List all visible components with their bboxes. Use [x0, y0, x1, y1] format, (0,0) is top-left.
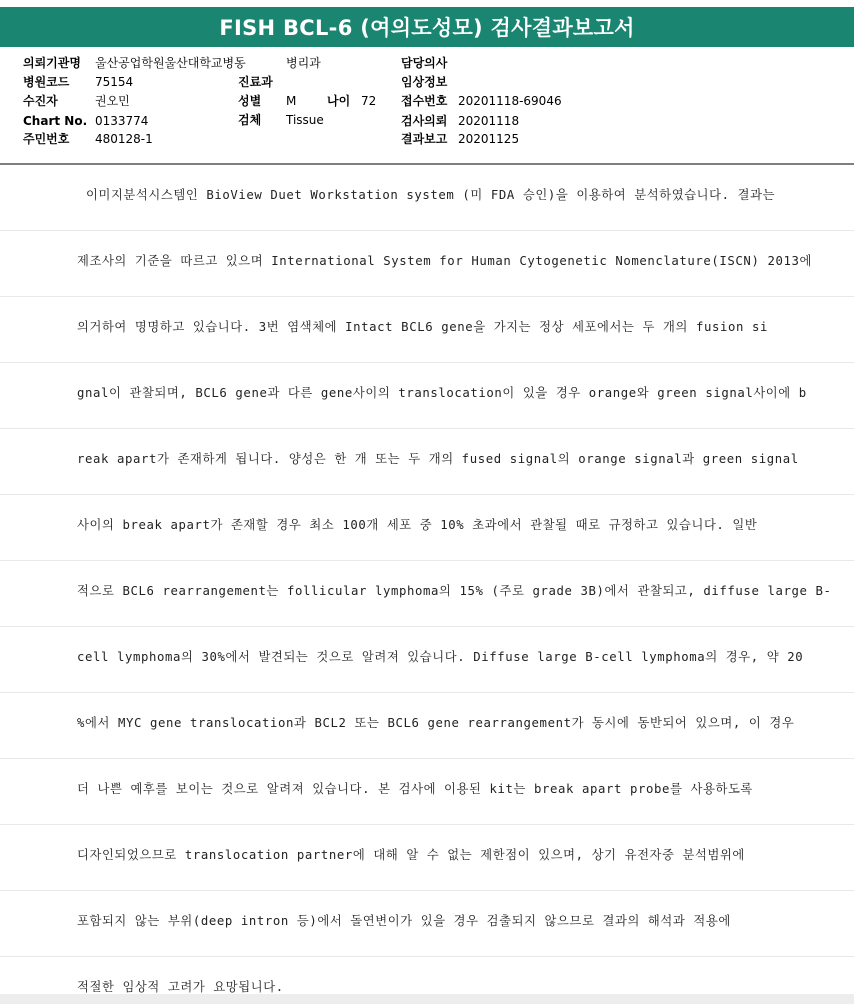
- text-line: 제조사의 기준을 따르고 있으며 International System for Human Cytogenetic Nomenclature(ISCN) 2013에: [0, 231, 854, 297]
- text-line: 사이의 break apart가 존재할 경우 최소 100개 세포 중 10% 초과에서 관찰될 때로 규정하고 있습니다. 일반: [0, 495, 854, 561]
- text-line: 더 나쁜 예후를 보이는 것으로 알려져 있습니다. 본 검사에 이용된 kit는 break apart probe를 사용하도록: [0, 759, 854, 825]
- text-line: cell lymphoma의 30%에서 발견되는 것으로 알려져 있습니다. Diffuse large B-cell lymphoma의 경우, 약 20: [0, 627, 854, 693]
- institution-label: 의뢰기관명: [23, 56, 81, 70]
- id-value: 480128-1: [95, 132, 153, 146]
- patient-info-section: [0, 47, 854, 164]
- report-label: 결과보고: [401, 132, 448, 146]
- request-label: 검사의뢰: [401, 114, 448, 128]
- text-line: 적절한 임상적 고려가 요망됩니다.: [77, 980, 284, 994]
- bottom-strip: [0, 994, 854, 1004]
- text-line: 의거하여 명명하고 있습니다. 3번 염색체에 Intact BCL6 gene을 가지는 정상 세포에서는 두 개의 fusion si: [0, 297, 854, 363]
- text-line: 이미지분석시스템인 BioView Duet Workstation system (미 FDA 승인)을 이용하여 분석하였습니다. 결과는: [0, 165, 854, 231]
- text-line: %에서 MYC gene translocation과 BCL2 또는 BCL6 gene rearrangement가 동시에 동반되어 있으며, 이 경우: [0, 693, 854, 759]
- patient-value: 권오민: [95, 94, 130, 108]
- specimen-label: 검체: [238, 113, 262, 127]
- text-line: gnal이 관찰되며, BCL6 gene과 다른 gene사이의 translocation이 있을 경우 orange와 green signal사이에 b: [0, 363, 854, 429]
- receipt-label: 접수번호: [401, 94, 448, 108]
- report-value: 20201125: [458, 132, 520, 146]
- receipt-value: 20201118-69046: [458, 94, 562, 108]
- sex-value: M: [286, 94, 297, 108]
- chart-label: Chart No.: [23, 114, 88, 128]
- age-label: 나이: [327, 94, 351, 108]
- hospital-code-value: 75154: [95, 75, 134, 89]
- chart-value: 0133774: [95, 114, 149, 128]
- patient-label: 수진자: [23, 94, 58, 108]
- hospital-code-label: 병원코드: [23, 75, 70, 89]
- doctor-label: 담당의사: [401, 56, 448, 70]
- id-label: 주민번호: [23, 132, 70, 146]
- request-value: 20201118: [458, 114, 520, 128]
- text-line: 포함되지 않는 부위(deep intron 등)에서 돌연변이가 있을 경우 검출되지 않으므로 결과의 해석과 적용에: [0, 891, 854, 957]
- clinic-label: 진료과: [238, 75, 273, 89]
- age-value: 72: [361, 94, 377, 108]
- specimen-value: Tissue: [286, 113, 324, 127]
- text-line: reak apart가 존재하게 됩니다. 양성은 한 개 또는 두 개의 fused signal의 orange signal과 green signal: [0, 429, 854, 495]
- sex-label: 성별: [238, 94, 262, 108]
- institution-value: 울산공업학원울산대학교병동: [95, 56, 246, 70]
- text-line: 디자인되었으므로 translocation partner에 대해 알 수 없는 제한점이 있으며, 상기 유전자중 분석범위에: [0, 825, 854, 891]
- result-text: [0, 165, 854, 996]
- report-title: FISH BCL-6 (여의도성모) 검사결과보고서: [0, 7, 854, 47]
- text-line: 적으로 BCL6 rearrangement는 follicular lymphoma의 15% (주로 grade 3B)에서 관찰되고, diffuse large B-: [0, 561, 854, 627]
- department-value: 병리과: [286, 56, 321, 70]
- clinical-info-label: 임상정보: [401, 75, 448, 89]
